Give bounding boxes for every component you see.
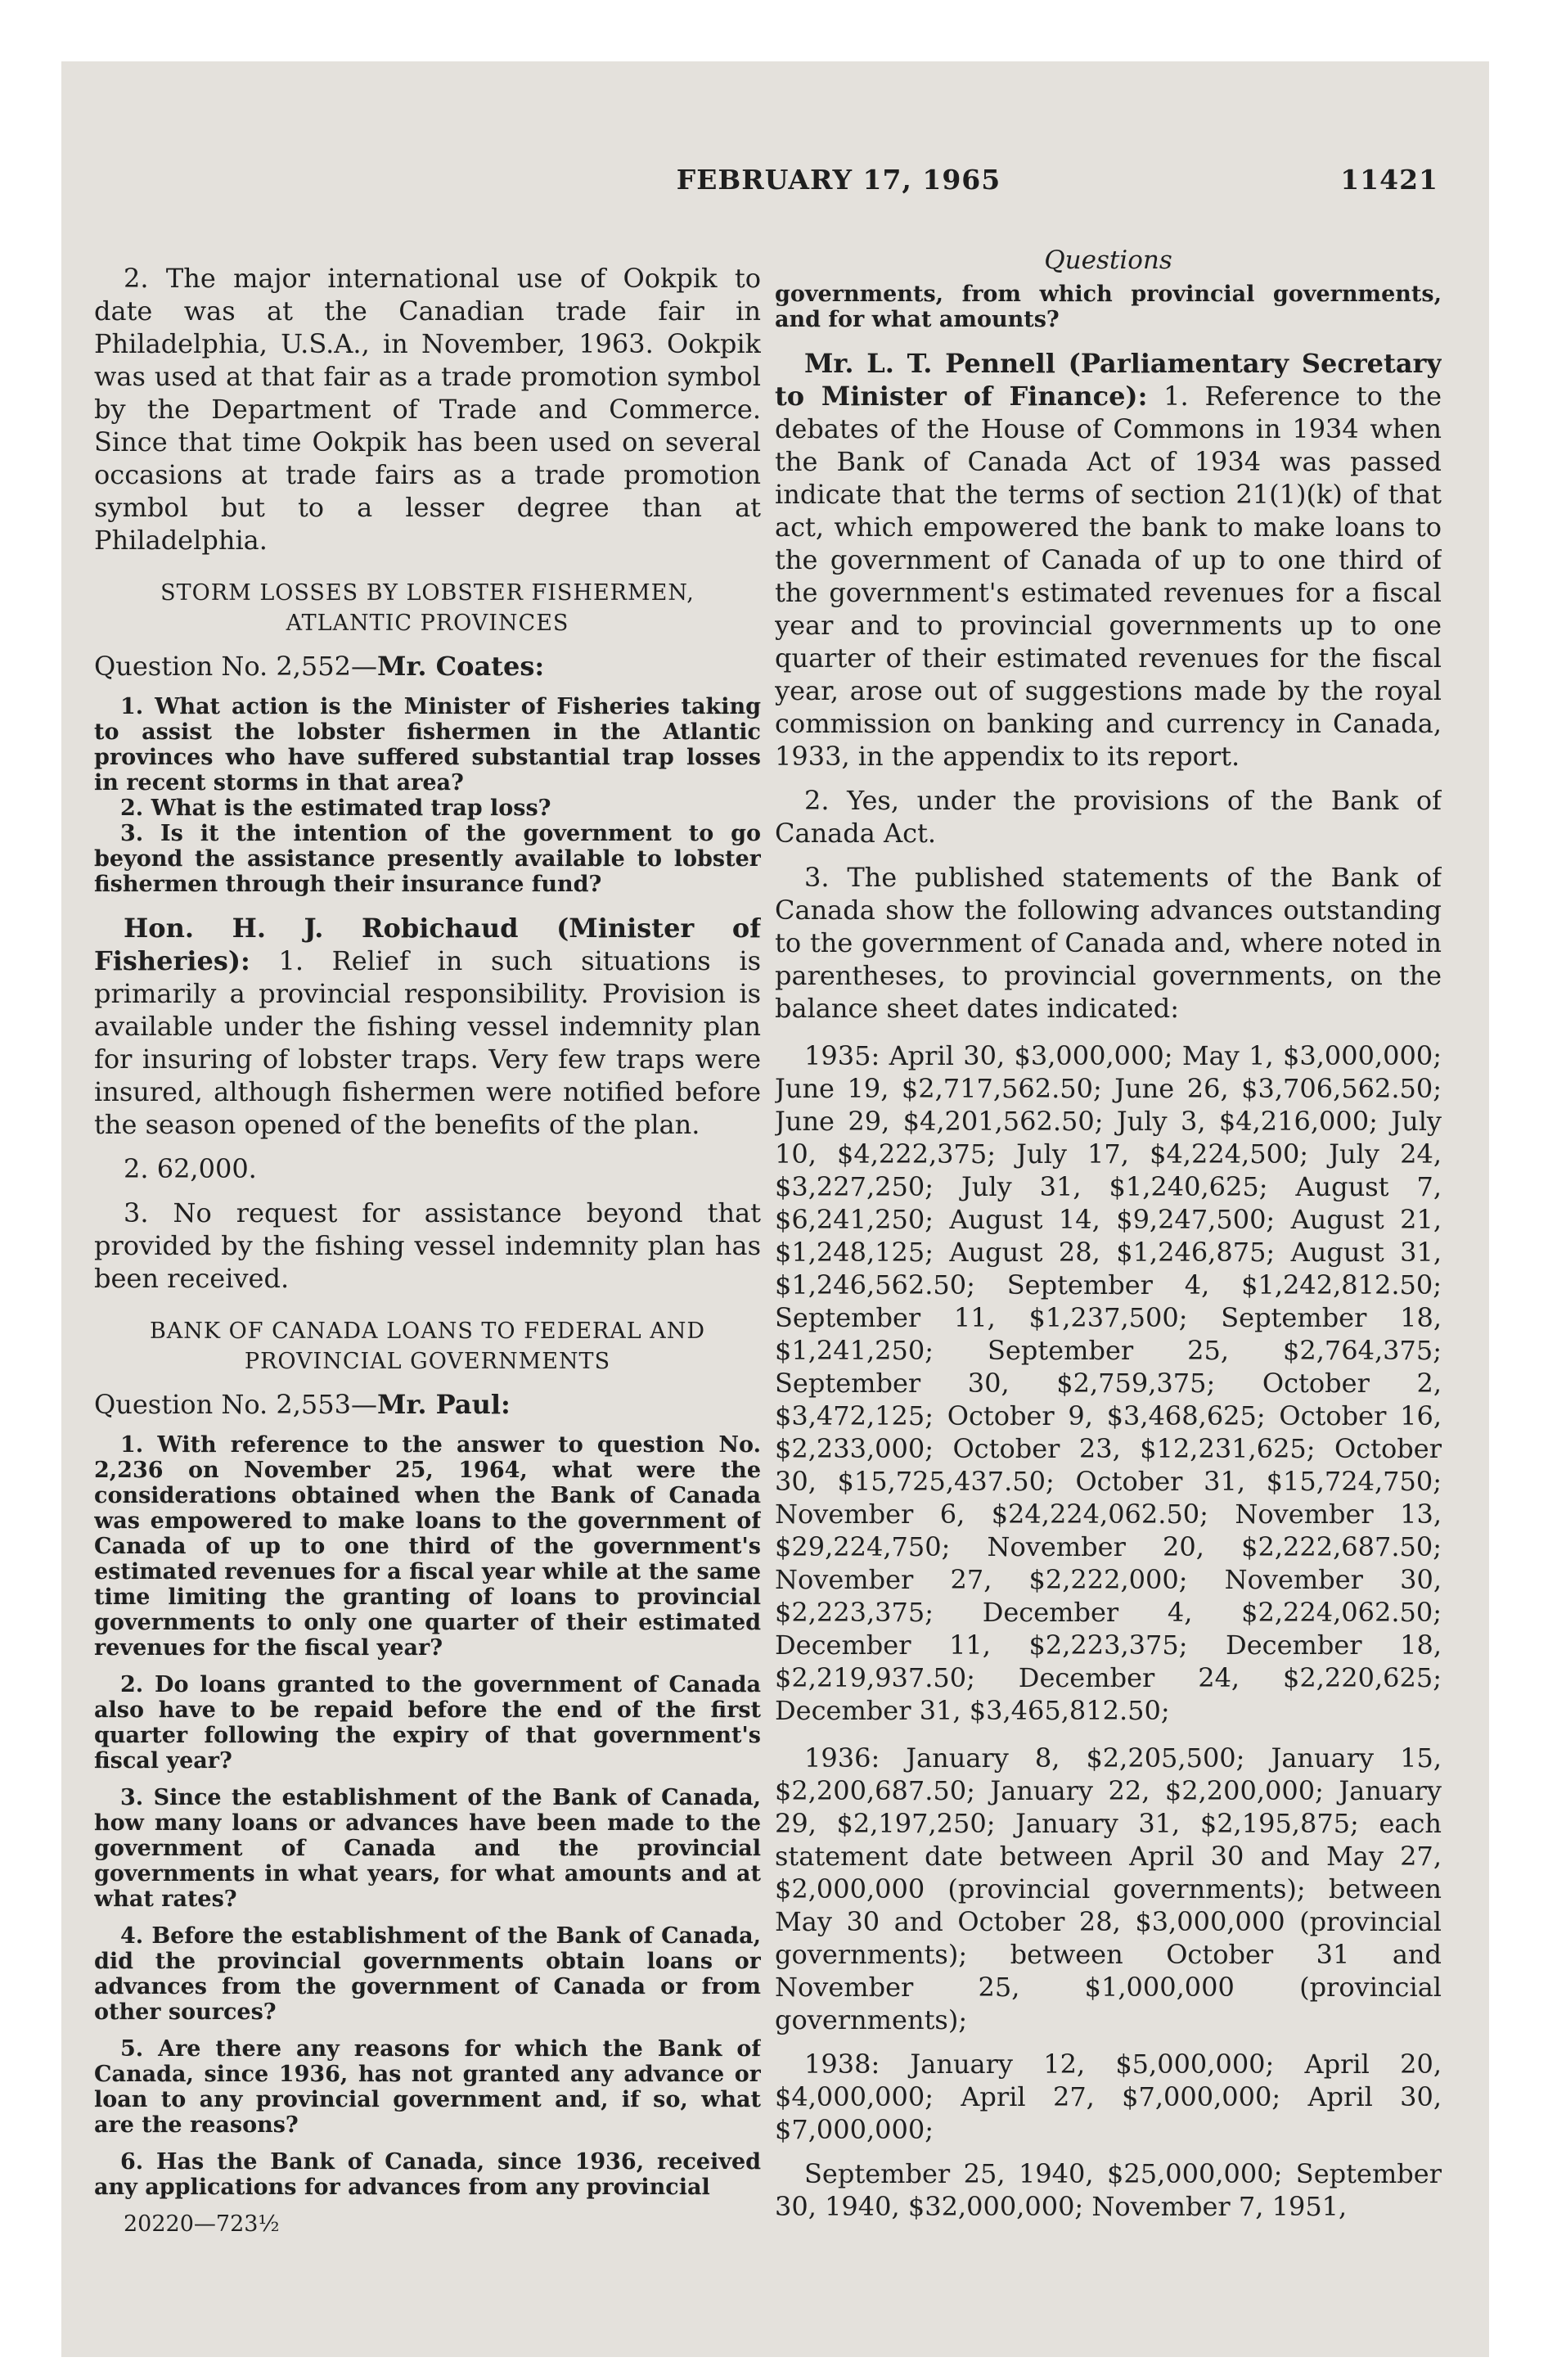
section-heading-storm-losses: STORM LOSSES BY LOBSTER FISHERMEN, ATLANTIC PROVINCES <box>160 580 695 636</box>
right-column <box>775 246 1442 2275</box>
question-item: 4. Before the establishment of the Bank of Canada, did the provincial governments obtain loans or advances from the government of Canada or from other sources? <box>94 1923 761 2025</box>
answer-item: 2. 62,000. <box>124 1153 257 1184</box>
document-page <box>61 61 1489 2357</box>
section-heading-bank-loans: BANK OF CANADA LOANS TO FEDERAL AND PROVINCIAL GOVERNMENTS <box>149 1318 706 1374</box>
answer-text: 1. Reference to the debates of the House of Commons in 1934 when the Bank of Canada Act of 1934 was passed indicate that the terms of section 21(1)(k) of that act, which empowered the bank to make loans to the government of Canada of up to one third of the government's estimated revenues for a fiscal year and to provincial governments up to one quarter of their estimated revenues for the fiscal year, arose out of suggestions made by the royal commission on banking and currency in Canada, 1933, in the appendix to its report. <box>775 381 1442 772</box>
question-item: 2. What is the estimated trap loss? <box>120 796 551 821</box>
advances-1936: 1936: January 8, $2,205,500; January 15, $2,200,687.50; January 22, $2,200,000; January 29, $2,197,250; January 31, $2,195,875; each statement date between April 30 and May 27, $2,000,000 (provincial governments); between May 30 and October 28, $3,000,000 (provincial governments); between October 31 and November 25, $1,000,000 (provincial governments); <box>775 1742 1442 2035</box>
page-header <box>61 164 1489 213</box>
question-speaker: Mr. Coates: <box>377 651 545 682</box>
question-item: 1. With reference to the answer to question No. 2,236 on November 25, 1964, what were the considerations obtained when the Bank of Canada was empowered to make loans to the government of Canada of up to one third of the government's estimated revenues for a fiscal year while at the same time limiting the granting of loans to provincial governments to only one quarter of their estimated revenues for the fiscal year? <box>94 1432 761 1661</box>
answer-item: 3. The published statements of the Bank of Canada show the following advances outstanding to the government of Canada and, where noted in parentheses, to provincial governments, on the balance sheet dates indicated: <box>775 862 1442 1024</box>
question-item: 3. Is it the intention of the government to go beyond the assistance presently available to lobster fishermen through their insurance fund? <box>94 821 761 897</box>
answer-item: 2. Yes, under the provisions of the Bank of Canada Act. <box>775 785 1442 849</box>
question-item: 5. Are there any reasons for which the Bank of Canada, since 1936, has not granted any advance or loan to any provincial government and, if so, what are the reasons? <box>94 2036 761 2138</box>
question-item: 6. Has the Bank of Canada, since 1936, received any applications for advances from any provincial <box>94 2149 761 2200</box>
page-number: 11421 <box>1340 164 1438 196</box>
left-column <box>94 262 761 2292</box>
answer-speaker: Mr. L. T. Pennell (Parliamentary Secretary to Minister of Finance): <box>775 348 1442 412</box>
question-item: 1. What action is the Minister of Fisheries taking to assist the lobster fishermen in the Atlantic provinces who have suffered substantial trap losses in recent storms in that area? <box>94 694 761 796</box>
answer-paragraph <box>94 912 761 1141</box>
question-2553-line <box>94 1388 761 1421</box>
intro-paragraph: 2. The major international use of Ookpik to date was at the Canadian trade fair in Philadelphia, U.S.A., in November, 1963. Ookpik was used at that fair as a trade promotion symbol by the Department of Trade and Commerce. Since that time Ookpik has been used on several occasions at trade fairs as a trade promotion symbol but to a lesser degree than at Philadelphia. <box>94 263 761 556</box>
question-item: 3. Since the establishment of the Bank of Canada, how many loans or advances have been made to the government of Canada and the provincial governments in what years, for what amounts and at what rates? <box>94 1785 761 1912</box>
answer-item: 3. No request for assistance beyond that provided by the fishing vessel indemnity plan has been received. <box>94 1197 761 1294</box>
answer-paragraph <box>775 347 1442 773</box>
question-item: 2. Do loans granted to the government of Canada also have to be repaid before the end of the first quarter following the expiry of that government's fiscal year? <box>94 1672 761 1774</box>
question-speaker: Mr. Paul: <box>377 1389 511 1420</box>
question-2552-line <box>94 650 761 683</box>
advances-1940: September 25, 1940, $25,000,000; September 30, 1940, $32,000,000; November 7, 1951, <box>775 2158 1442 2222</box>
header-date: FEBRUARY 17, 1965 <box>676 164 1001 196</box>
print-code: 20220—723½ <box>124 2211 280 2237</box>
running-head: Questions <box>1044 246 1172 275</box>
question-continuation: governments, from which provincial governments, and for what amounts? <box>775 282 1442 332</box>
advances-1935: 1935: April 30, $3,000,000; May 1, $3,000,000; June 19, $2,717,562.50; June 26, $3,706,562.50; June 29, $4,201,562.50; July 3, $4,216,000; July 10, $4,222,375; July 17, $4,224,500; July 24, $3,227,250; July 31, $1,240,625; August 7, $6,241,250; August 14, $9,247,500; August 21, $1,248,125; August 28, $1,246,875; August 31, $1,246,562.50; September 4, $1,242,812.50; September 11, $1,237,500; September 18, $1,241,250; September 25, $2,764,375; September 30, $2,759,375; October 2, $3,472,125; October 9, $3,468,625; October 16, $2,233,000; October 23, $12,231,625; October 30, $15,725,437.50; October 31, $15,724,750; November 6, $24,224,062.50; November 13, $29,224,750; November 20, $2,222,687.50; November 27, $2,222,000; November 30, $2,223,375; December 4, $2,224,062.50; December 11, $2,223,375; December 18, $2,219,937.50; December 24, $2,220,625; December 31, $3,465,812.50; <box>775 1040 1442 1726</box>
advances-1938: 1938: January 12, $5,000,000; April 20, $4,000,000; April 27, $7,000,000; April 30, $7,000,000; <box>775 2049 1442 2145</box>
question-label: Question No. 2,552— <box>94 651 377 682</box>
answer-text: 1. Relief in such situations is primarily a provincial responsibility. Provision is available under the fishing vessel indemnity plan for insuring of lobster traps. Very few traps were insured, although fishermen were notified before the season opened of the benefits of the plan. <box>94 945 761 1140</box>
question-label: Question No. 2,553— <box>94 1389 377 1420</box>
answer-speaker: Hon. H. J. Robichaud (Minister of Fisheries): <box>94 913 761 976</box>
